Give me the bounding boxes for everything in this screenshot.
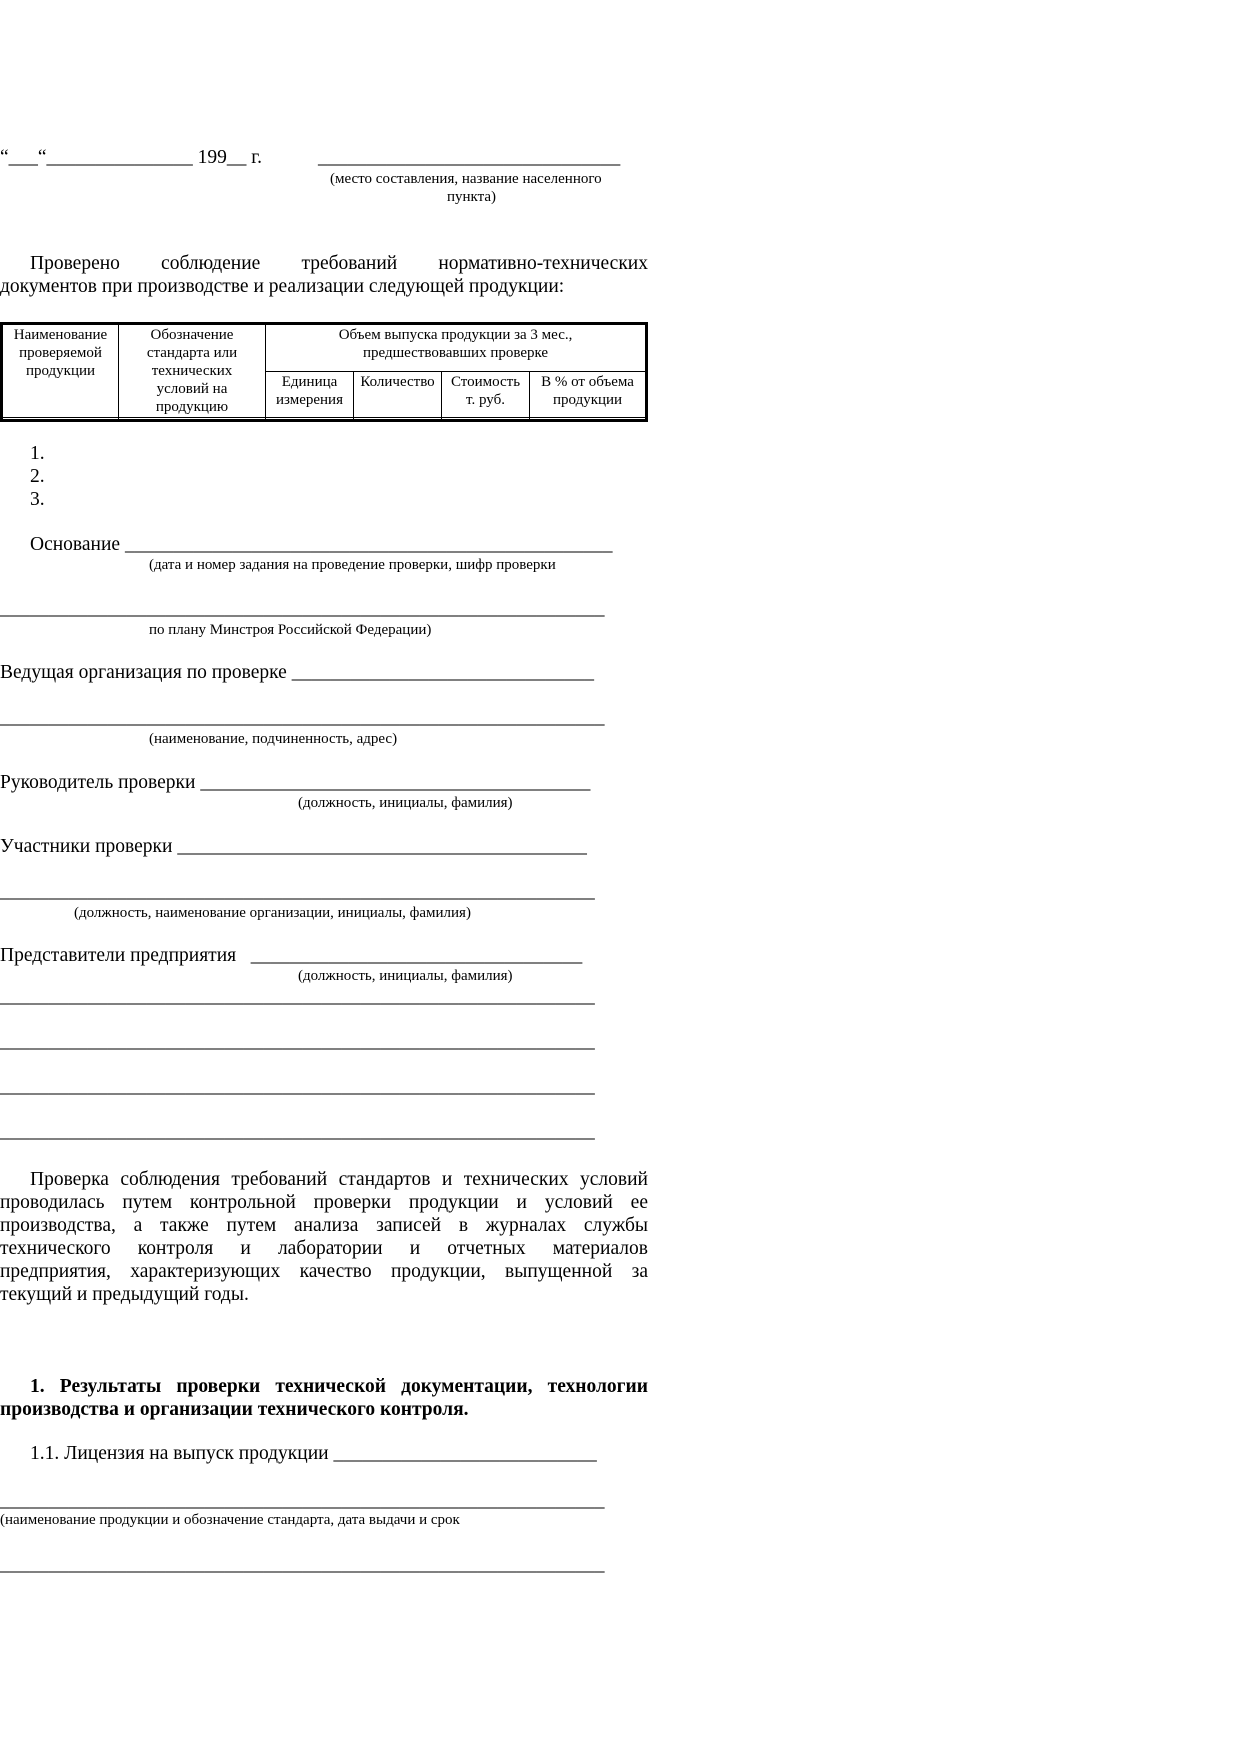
license-blank-2: ______________________________________________________________	[0, 1490, 605, 1511]
intro-line-1: Проверено соблюдение требований нормативно-технических	[30, 253, 648, 274]
basis-caption: (дата и номер задания на проведение проверки, шифр проверки	[149, 557, 556, 573]
lead-org-blank: _______________________________	[291, 662, 594, 683]
col-cost: Стоимость т. руб.	[442, 371, 530, 417]
representatives-caption: (должность, инициалы, фамилия)	[298, 968, 513, 984]
basis-blank: __________________________________________________	[124, 534, 613, 555]
intro-paragraph	[0, 252, 648, 298]
method-paragraph	[0, 1168, 648, 1306]
col-volume: Объем выпуска продукции за 3 мес., предшествовавших проверке	[266, 324, 647, 372]
table-row	[2, 418, 647, 421]
representatives-blank-line: _____________________________________________________________	[0, 1121, 595, 1142]
place-caption-2: пункта)	[447, 189, 497, 205]
head-label: Руководитель проверки	[0, 772, 201, 793]
lead-org-caption: (наименование, подчиненность, адрес)	[149, 731, 398, 747]
lead-org-label: Ведущая организация по проверке	[0, 662, 292, 683]
list-item: 1.	[30, 443, 45, 464]
lead-org-line	[0, 661, 594, 684]
basis-blank-2: ______________________________________________________________	[0, 598, 605, 619]
col-unit: Единица измерения	[266, 371, 354, 417]
products-table	[0, 322, 648, 422]
place-blank: _______________________________	[318, 147, 621, 168]
method-line-4: технического контроля и лаборатории и отчетных материалов	[0, 1238, 648, 1259]
date-line: “___“_______________ 199__ г.	[0, 147, 262, 168]
method-line-1: Проверка соблюдения требований стандартов и технических условий	[30, 1169, 648, 1190]
head-line	[0, 771, 590, 794]
section-1-title-line-2: производства и организации технического контроля.	[0, 1399, 469, 1420]
participants-caption: (должность, наименование организации, инициалы, фамилия)	[74, 905, 471, 921]
method-line-3: производства, а также путем анализа записей в журналах службы	[0, 1215, 648, 1236]
method-line-6: текущий и предыдущий годы.	[0, 1284, 249, 1305]
representatives-blank-line: _____________________________________________________________	[0, 1031, 595, 1052]
method-line-2: проводилась путем контрольной проверки продукции и условий ее	[0, 1192, 648, 1213]
basis-label: Основание	[30, 534, 125, 555]
participants-blank-2: _____________________________________________________________	[0, 881, 595, 902]
section-1-title-line-1: 1. Результаты проверки технической документации, технологии	[30, 1376, 648, 1397]
representatives-line	[0, 944, 582, 967]
head-caption: (должность, инициалы, фамилия)	[298, 795, 513, 811]
basis-caption-2: по плану Минстроя Российской Федерации)	[149, 622, 432, 638]
section-1-title	[0, 1375, 648, 1421]
basis-line	[30, 533, 612, 556]
col-product-name: Наименование проверяемой продукции	[2, 324, 119, 418]
method-line-5: предприятия, характеризующих качество продукции, выпущенной за	[0, 1261, 648, 1282]
participants-line	[0, 835, 587, 858]
intro-line-2: документов при производстве и реализации следующей продукции:	[0, 276, 565, 297]
representatives-blank-line: _____________________________________________________________	[0, 986, 595, 1007]
col-percent: В % от объема продукции	[530, 371, 647, 417]
representatives-label: Представители предприятия	[0, 945, 251, 966]
license-caption: (наименование продукции и обозначение стандарта, дата выдачи и срок	[0, 1512, 460, 1528]
license-blank-3: ______________________________________________________________	[0, 1554, 605, 1575]
place-caption: (место составления, название населенного	[330, 171, 602, 187]
license-label: 1.1. Лицензия на выпуск продукции	[30, 1443, 334, 1464]
list-item: 3.	[30, 489, 45, 510]
participants-label: Участники проверки	[0, 836, 178, 857]
license-line	[30, 1442, 597, 1465]
head-blank: ________________________________________	[200, 772, 591, 793]
list-item: 2.	[30, 466, 45, 487]
representatives-blank-line: _____________________________________________________________	[0, 1076, 595, 1097]
lead-org-blank-2: ______________________________________________________________	[0, 707, 605, 728]
col-standard: Обозначение стандарта или технических условий на продукцию	[119, 324, 266, 418]
participants-blank: __________________________________________	[177, 836, 587, 857]
col-quantity: Количество	[354, 371, 442, 417]
license-blank: ___________________________	[333, 1443, 597, 1464]
representatives-blank: __________________________________	[250, 945, 583, 966]
